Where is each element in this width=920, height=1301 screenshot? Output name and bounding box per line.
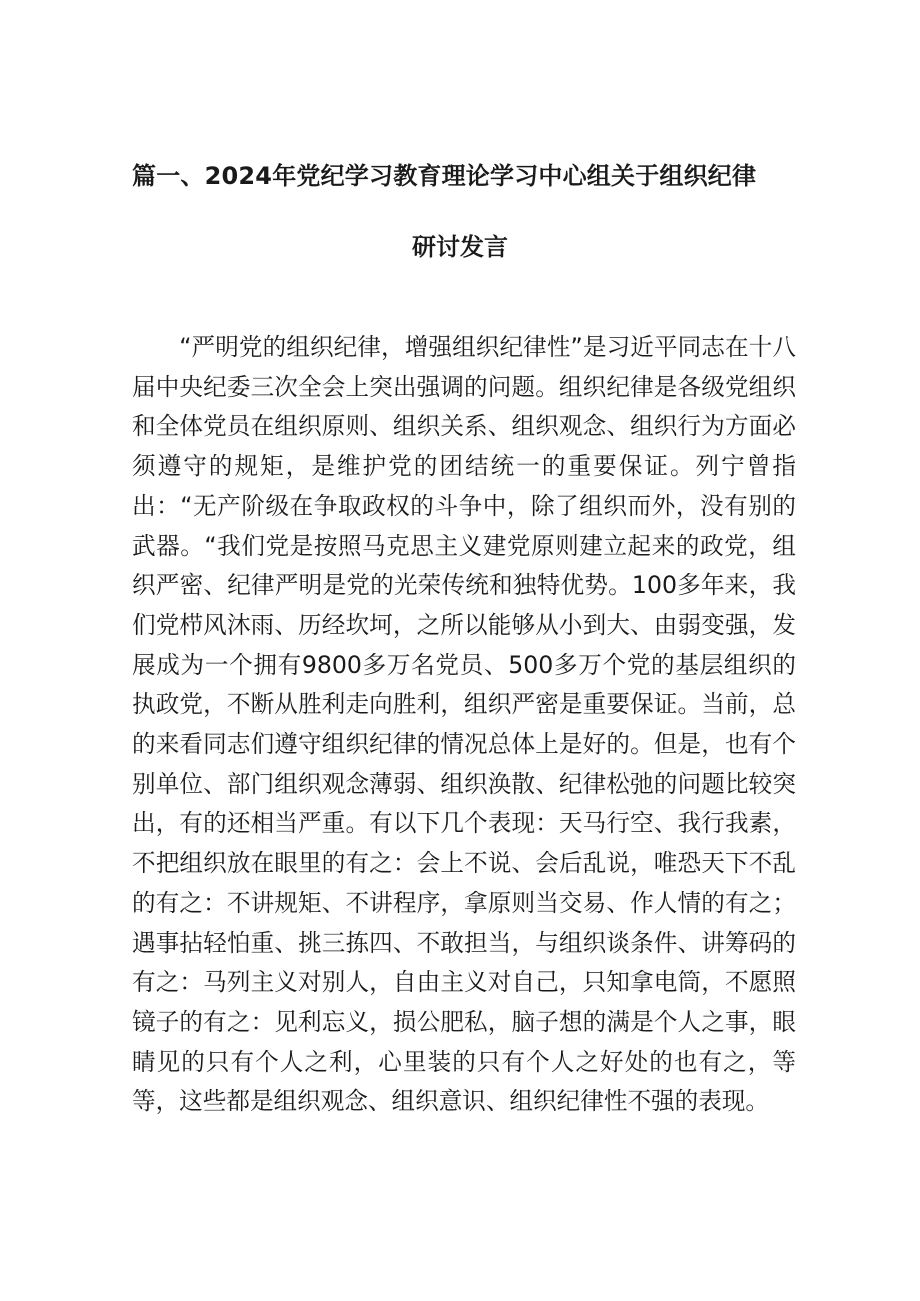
- body-paragraph: “严明党的组织纪律，增强组织纪律性”是习近平同志在十八届中央纪委三次全会上突出强调的问题。组织纪律是各级党组织和全体党员在组织原则、组织关系、组织观念、组织行为方面必须遵守的规矩，是维护党的团结统一的重要保证。列宁曾指出：“无产阶级在争取政权的斗争中，除了组织而外，没有别的武器。“我们党是按照马克思主义建党原则建立起来的政党，组织严密、纪律严明是党的光荣传统和独特优势。100多年来，我们党栉风沐雨、历经坎坷，之所以能够从小到大、由弱变强，发展成为一个拥有9800多万名党员、500多万个党的基层组织的执政党，不断从胜利走向胜利，组织严密是重要保证。当前，总的来看同志们遵守组织纪律的情况总体上是好的。但是，也有个别单位、部门组织观念薄弱、组织涣散、纪律松弛的问题比较突出，有的还相当严重。有以下几个表现：天马行空、我行我素，不把组织放在眼里的有之：会上不说、会后乱说，唯恐天下不乱的有之：不讲规矩、不讲程序，拿原则当交易、作人情的有之；遇事拈轻怕重、挑三拣四、不敢担当，与组织谈条件、讲筹码的有之：马列主义对别人，自由主义对自己，只知拿电筒，不愿照镜子的有之：见利忘义，损公肥私，脑子想的满是个人之事，眼睛见的只有个人之利，心里装的只有个人之好处的也有之，等等，这些都是组织观念、组织意识、组织纪律性不强的表现。: [132, 333, 796, 1116]
- document-subtitle: 研讨发言: [412, 233, 508, 261]
- document-title: 篇一、2024年党纪学习教育理论学习中心组关于组织纪律: [132, 162, 757, 190]
